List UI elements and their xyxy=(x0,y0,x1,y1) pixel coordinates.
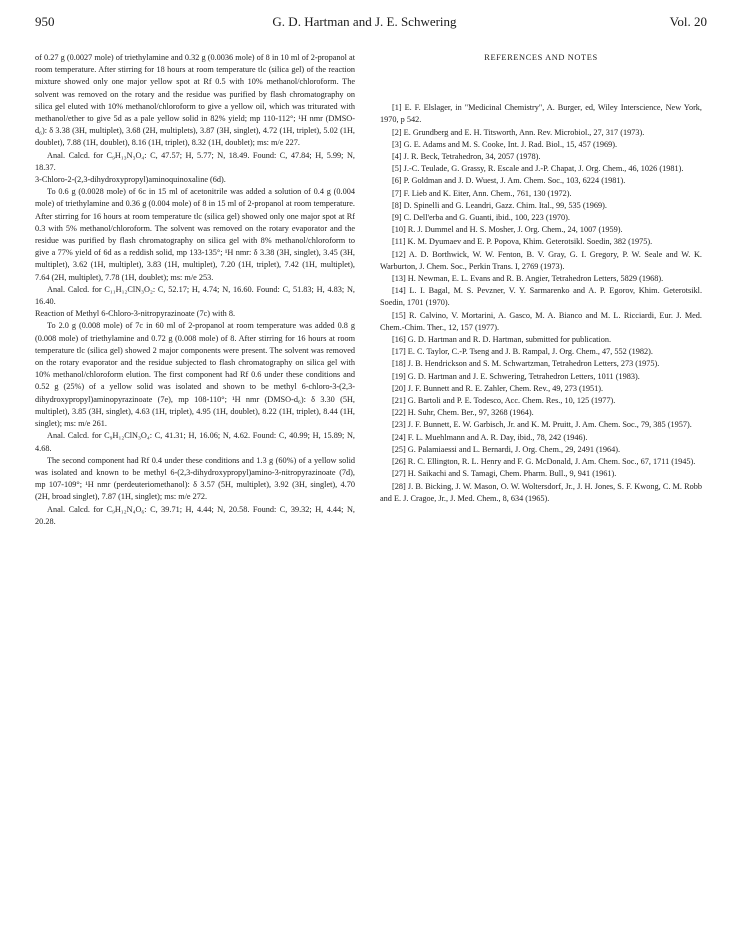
left-column xyxy=(35,52,355,528)
right-column xyxy=(380,52,702,505)
body-paragraph: To 0.6 g (0.0028 mole) of 6c in 15 ml of acetonitrile was added a solution of 0.4 g (0.004 mole) of triethylamine and 0.36 g (0.004 mole) of 8 in 15 ml of 2-propanol at room temperature. After stirring for 16 hours at room temperature tlc (silica gel) showed only one major spot at Rf 0.3 with 5% methanol/chloroform. The solvent was removed on the rotary evaporator and the residue was purified by flash chromatography on silica gel with 8% methanol/chloroform to give a 77% yield of 6d as a reddish solid, mp 133-135°; ¹H nmr: δ 3.38 (3H, singlet), 3.45 (3H, multiplet), 3.62 (1H, multiplet), 3.83 (1H, multiplet), 7.20 (1H, triplet), 7.42 (1H, multiplet), 7.64 (2H, multiplet), 7.78 (1H, doublet); ms: m/e 253. xyxy=(35,187,355,282)
reference-item: [5] J.-C. Teulade, G. Grassy, R. Escale and J.-P. Chapat, J. Org. Chem., 46, 1026 (1981). xyxy=(392,164,684,174)
reference-item: [6] P. Goldman and J. D. Wuest, J. Am. Chem. Soc., 103, 6224 (1981). xyxy=(392,176,626,186)
reference-item: [4] J. R. Beck, Tetrahedron, 34, 2057 (1978). xyxy=(392,152,541,162)
reference-item: [24] F. L. Muehlmann and A. R. Day, ibid., 78, 242 (1946). xyxy=(392,432,588,442)
reference-item: [20] J. F. Bunnett and R. E. Zahler, Chem. Rev., 49, 273 (1951). xyxy=(392,383,604,393)
reference-item: [17] E. C. Taylor, C.-P. Tseng and J. B. Rampal, J. Org. Chem., 47, 552 (1982). xyxy=(392,347,653,357)
reference-item: [11] K. M. Dyumaev and E. P. Popova, Khim. Geterotsikl. Soedin, 382 (1975). xyxy=(392,237,653,247)
references-list xyxy=(380,102,702,505)
reference-item: [21] G. Bartoli and P. E. Todesco, Acc. Chem. Res., 10, 125 (1977). xyxy=(392,396,616,406)
reference-item: [9] C. Dell'erba and G. Guanti, ibid., 100, 223 (1970). xyxy=(392,213,570,223)
running-head-authors: G. D. Hartman and J. E. Schwering xyxy=(272,14,457,29)
reference-item: [28] J. B. Bicking, J. W. Mason, O. W. Woltersdorf, Jr., J. H. Jones, S. F. Kwong, C. M. Robb and E. J. Cragoe, Jr., J. Med. Chem., 8, 634 (1965). xyxy=(380,481,702,503)
references-heading: REFERENCES AND NOTES xyxy=(484,53,598,62)
reference-item: [8] D. Spinelli and G. Leandri, Gazz. Chim. Ital., 99, 535 (1969). xyxy=(392,200,607,210)
body-paragraph: To 2.0 g (0.008 mole) of 7c in 60 ml of 2-propanol at room temperature was added 0.8 g (0.008 mole) of triethylamine and 0.72 g (0.008 mole) of 8. After stirring for 16 hours at room temperature tlc (silica gel) showed 2 major components were present. The solvent was removed on the rotary evaporator and the residue subjected to flash chromatography on silica gel with 10% methanol/chloroform elution. The first component had Rf 0.6 under these conditions and 0.52 g (25%) of a yellow solid was isolated and shown to be methyl 6-chloro-3-(2,3-dihydroxypropyl)aminopyrazinoate (7e), mp 108-110°; ¹H nmr (DMSO-d₆): δ 3.30 (5H, multiplet), 3.85 (3H, singlet), 4.63 (1H, triplet), 4.95 (1H, doublet), 8.22 (1H, triplet), 8.44 (1H, singlet); ms: m/e 261. xyxy=(35,321,355,429)
reference-item: [13] H. Newman, E. L. Evans and R. B. Angier, Tetrahedron Letters, 5829 (1968). xyxy=(392,274,664,284)
reference-item: [16] G. D. Hartman and R. D. Hartman, submitted for publication. xyxy=(392,335,612,345)
reference-item: [25] G. Palamiaessi and L. Bernardi, J. Org. Chem., 29, 2491 (1964). xyxy=(392,444,621,454)
reference-item: [12] A. D. Borthwick, W. W. Fenton, B. V. Gray, G. I. Gregory, P. W. Seale and W. K. Warburton, J. Chem. Soc., Perkin Trans. I, 2769 (1973). xyxy=(380,249,702,271)
body-paragraph: Anal. Calcd. for C₉H₁₂ClN₃O₄: C, 41.31; H, 16.06; N, 4.62. Found: C, 40.99; H, 15.89; N, 4.68. xyxy=(35,431,355,453)
reference-item: [15] R. Calvino, V. Mortarini, A. Gasco, M. A. Bianco and M. L. Ricciardi, Eur. J. Med. Chem.-Chim. Ther., 12, 157 (1977). xyxy=(380,310,702,332)
reference-item: [26] R. C. Ellington, R. L. Henry and F. G. McDonald, J. Am. Chem. Soc., 67, 1711 (1945). xyxy=(392,457,696,467)
reference-item: [22] H. Suhr, Chem. Ber., 97, 3268 (1964). xyxy=(392,408,534,418)
section-heading: 3-Chloro-2-(2,3-dihydroxypropyl)aminoquinoxaline (6d). xyxy=(35,175,226,185)
section-heading: Reaction of Methyl 6-Chloro-3-nitropyrazinoate (7c) with 8. xyxy=(35,309,236,319)
body-paragraph: Anal. Calcd. for C₉H₁₃N₃O₄: C, 47.57; H, 5.77; N, 18.49. Found: C, 47.84; H, 5.99; N, 18.37. xyxy=(35,150,355,172)
reference-item: [10] R. J. Dummel and H. S. Mosher, J. Org. Chem., 24, 1007 (1959). xyxy=(392,225,623,235)
body-paragraph: The second component had Rf 0.4 under these conditions and 1.3 g (60%) of a yellow solid was isolated and known to be methyl 6-(2,3-dihydroxypropyl)amino-3-nitropyrazinoate (7d), mp 107-109°; ¹H nmr (perdeuteriomethanol): δ 3.57 (5H, multiplet), 3.92 (3H, singlet), 4.70 (2H, broad singlet), 7.87 (1H, singlet); ms: m/e 272. xyxy=(35,455,355,502)
volume-label: Vol. 20 xyxy=(669,14,707,29)
body-paragraph: Anal. Calcd. for C₉H₁₂N₄O₆: C, 39.71; H, 4.44; N, 20.58. Found: C, 39.32; H, 4.44; N, 20.28. xyxy=(35,504,355,526)
reference-item: [18] J. B. Hendrickson and S. M. Schwartzman, Tetrahedron Letters, 273 (1975). xyxy=(392,359,660,369)
reference-item: [7] F. Lieb and K. Eiter, Ann. Chem., 761, 130 (1972). xyxy=(392,188,572,198)
reference-item: [27] H. Saikachi and S. Tamagi, Chem. Pharm. Bull., 9, 941 (1961). xyxy=(392,469,617,479)
page-number: 950 xyxy=(35,14,55,29)
reference-item: [3] G. E. Adams and M. S. Cooke, Int. J. Rad. Biol., 15, 457 (1969). xyxy=(392,139,618,149)
reference-item: [14] L. I. Bagal, M. S. Pevzner, V. Y. Sarmarenko and A. P. Egorov, Khim. Geterotsikl. Soedin, 1701 (1970). xyxy=(380,286,702,308)
body-paragraph: Anal. Calcd. for C₁₁H₁₂ClN₃O₂: C, 52.17; H, 4.74; N, 16.60. Found: C, 51.83; H, 4.83; N, 16.40. xyxy=(35,284,355,307)
reference-item: [2] E. Grundberg and E. H. Titsworth, Ann. Rev. Microbiol., 27, 317 (1973). xyxy=(392,127,645,137)
body-paragraph: of 0.27 g (0.0027 mole) of triethylamine and 0.32 g (0.0036 mole) of 8 in 10 ml of 2-propanol at room temperature. After stirring for 18 hours at room temperature tlc (silica gel) of the reaction mixture showed only one major yellow spot at Rf 0.5 with 10% methanol/chloroform. The solvent was removed on the rotary and the residue was purified by flash chromatography on silica gel eluted with 10% methanol/chloroform to give a yellow oil, which was triturated with methanol/ether to give 5d as a pale yellow solid in 82% yield; mp 110-112°; ¹H nmr (DMSO-d₆): δ 3.38 (3H, multiplet), 3.68 (2H, multiplets), 3.87 (3H, singlet), 4.72 (1H, triplet), 5.02 (1H, doublet), 7.88 (1H, doublet), 8.16 (1H, triplet), 8.32 (1H, doublet); ms: m/e 227. xyxy=(35,53,355,148)
reference-item: [23] J. F. Bunnett, E. W. Garbisch, Jr. and K. M. Pruitt, J. Am. Chem. Soc., 79, 385 (1957). xyxy=(392,420,692,430)
reference-item: [19] G. D. Hartman and J. E. Schwering, Tetrahedron Letters, 1011 (1983). xyxy=(392,371,640,381)
reference-item: [1] E. F. Elslager, in "Medicinal Chemistry", A. Burger, ed, Wiley Interscience, New York, 1970, p 542. xyxy=(380,103,702,125)
